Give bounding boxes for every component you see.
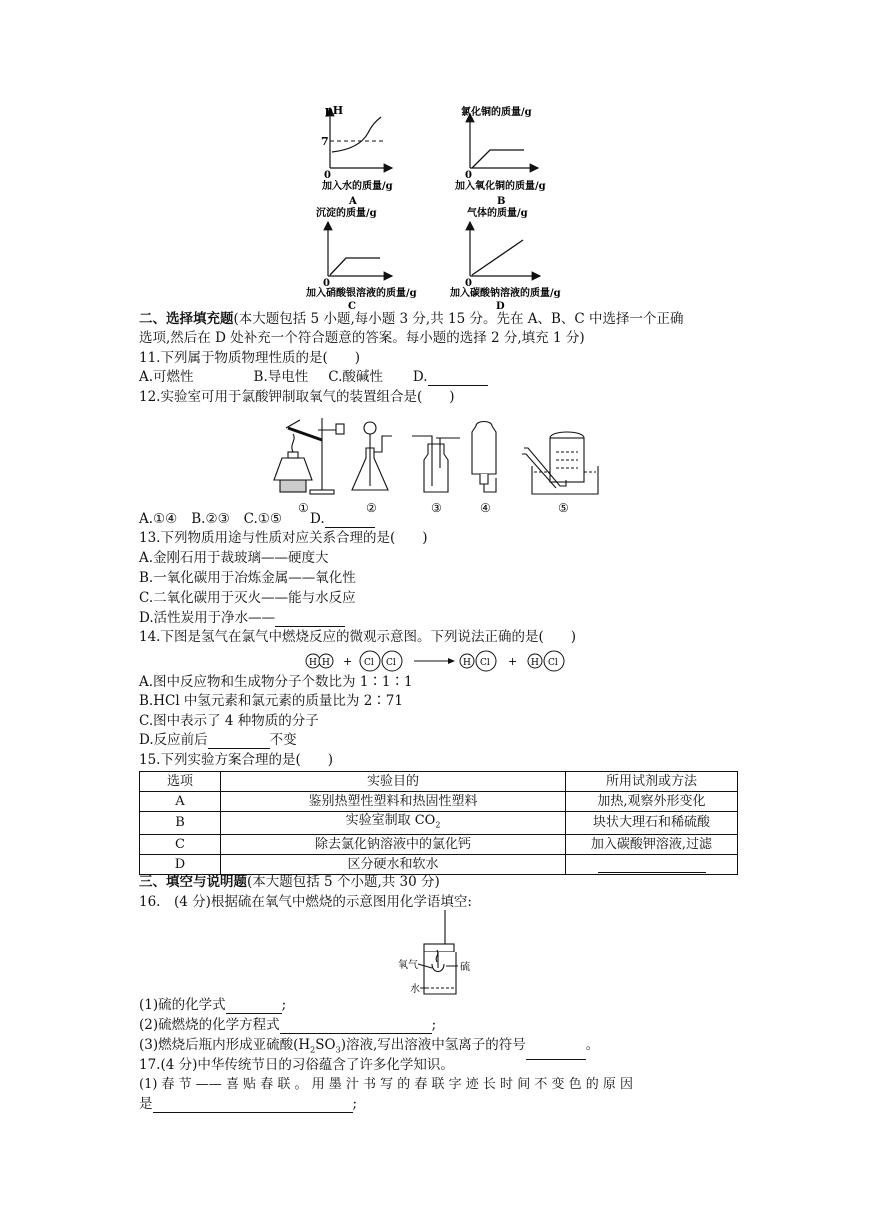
q11-option-b: B.导电性 <box>253 369 309 385</box>
graph-c-letter: C <box>348 301 356 310</box>
q14-option-d-row <box>139 731 297 749</box>
q11-answer-blank[interactable] <box>428 371 488 386</box>
graph-d-origin: 0 <box>465 278 472 289</box>
graph-a <box>321 104 393 207</box>
apparatus-label-5: ⑤ <box>558 501 569 515</box>
table-row <box>140 834 738 854</box>
q17-part1-end: ; <box>352 1096 358 1112</box>
q16-part3-end: 。 <box>585 1037 600 1053</box>
reaction-diagram <box>0 648 869 674</box>
apparatus-label-1: ① <box>298 501 309 515</box>
fig-sulfur-label: 硫 <box>460 962 470 973</box>
graph-c <box>305 206 417 310</box>
graph-d-ylabel: 气体的质量/g <box>467 208 528 219</box>
section2-intro2: 选项,然后在 D 处补充一个符合题意的答案。每小题的选择 2 分,填充 1 分) <box>139 330 585 346</box>
apparatus-figure <box>0 408 869 518</box>
q11-option-a: A.可燃性 <box>139 369 194 385</box>
q17-part1b <box>139 1095 357 1113</box>
apparatus-3-bottle <box>412 436 460 492</box>
table-row <box>140 812 738 835</box>
table-header-row <box>140 772 738 792</box>
q12-option-c: C.①⑤ <box>243 511 283 527</box>
q13-option-c: C.二氧化碳用于灭火——能与水反应 <box>139 590 356 606</box>
plus-2: + <box>508 655 518 668</box>
q14-option-d-post: 不变 <box>269 732 297 748</box>
apparatus-label-2: ② <box>366 501 377 515</box>
q12-options <box>139 510 375 528</box>
q14-option-a: A.图中反应物和生成物分子个数比为 1∶1∶1 <box>139 674 413 690</box>
apparatus-1-heating <box>274 418 344 494</box>
q12-stem: 12.实验室可用于氯酸钾制取氧气的装置组合是( ) <box>139 389 455 405</box>
q16-part2-blank[interactable] <box>280 1019 432 1034</box>
q16-part1-blank[interactable] <box>226 999 282 1014</box>
graph-d-letter: D <box>496 301 505 310</box>
q12-answer-blank[interactable] <box>325 513 375 528</box>
graph-c-ylabel: 沉淀的质量/g <box>316 208 377 219</box>
table-cell: 除去氯化钠溶液中的氯化钙 <box>221 834 566 854</box>
graph-b-xlabel: 加入氧化铜的质量/g <box>455 181 546 192</box>
q14-stem: 14.下图是氢气在氯气中燃烧反应的微观示意图。下列说法正确的是( ) <box>139 629 577 645</box>
section2-intro1: (本大题包括 5 小题,每小题 3 分,共 15 分。先在 A、B、C 中选择一个正确 <box>233 311 684 327</box>
table-cell: D <box>140 854 221 874</box>
h-atom-1: H <box>309 658 317 668</box>
q17-part1b-text: 是 <box>139 1096 153 1112</box>
section3-heading: 三、填空与说明题 <box>139 874 247 890</box>
q11-option-c: C.酸碱性 <box>328 369 383 385</box>
apparatus-label-3: ③ <box>431 501 442 515</box>
h-atom-4: H <box>531 658 539 668</box>
graph-b-origin: 0 <box>465 170 472 181</box>
q15-answer-blank[interactable] <box>598 858 706 873</box>
q16-stem: 16. (4 分)根据硫在氧气中燃烧的示意图用化学语填空: <box>139 894 472 910</box>
graph-d <box>449 206 561 310</box>
q16-o3-subscript: 3 <box>335 1045 341 1055</box>
apparatus-label-4: ④ <box>480 501 491 515</box>
graph-c-xlabel: 加入硝酸银溶液的质量/g <box>306 288 417 299</box>
q12-option-b: B.②③ <box>191 511 230 527</box>
q13-stem: 13.下列物质用途与性质对应关系合理的是( ) <box>139 530 428 546</box>
q16-part3-text: (3)燃烧后瓶内形成亚硫酸(H <box>139 1037 311 1053</box>
q13-option-a: A.金刚石用于裁玻璃——硬度大 <box>139 550 329 566</box>
apparatus-2-flask <box>352 422 392 490</box>
table-cell: 加入碳酸钾溶液,过滤 <box>566 834 738 854</box>
co2-text: 实验室制取 CO <box>345 813 436 828</box>
q16-part2-end: ; <box>431 1017 437 1033</box>
graph-a-xlabel: 加入水的质量/g <box>322 181 393 192</box>
table-cell: 加热,观察外形变化 <box>566 792 738 812</box>
graph-d-xlabel: 加入碳酸钠溶液的质量/g <box>450 288 561 299</box>
graph-b <box>454 105 546 207</box>
q11-stem: 11.下列属于物质物理性质的是( ) <box>139 350 361 366</box>
fig-water-label: 水 <box>410 984 420 995</box>
q15-table <box>139 771 738 875</box>
h-atom-3: H <box>463 658 471 668</box>
section3-intro: (本大题包括 5 个小题,共 30 分) <box>247 874 440 890</box>
q16-part1 <box>139 996 286 1014</box>
graph-a-tick: 7 <box>321 135 329 148</box>
table-cell: C <box>140 834 221 854</box>
cl-atom-3: Cl <box>480 658 490 668</box>
q13-option-d: D.活性炭用于净水—— <box>139 610 276 626</box>
h-atom-2: H <box>322 658 330 668</box>
q16-h2-subscript: 2 <box>310 1045 316 1055</box>
table-row <box>140 854 738 874</box>
sulfur-combustion-figure <box>0 908 869 1000</box>
q17-part1-blank[interactable] <box>153 1098 353 1113</box>
co2-subscript: 2 <box>435 820 441 830</box>
q14-option-b: B.HCl 中氢元素和氯元素的质量比为 2∶71 <box>139 693 403 709</box>
table-row <box>140 792 738 812</box>
q12-option-a: A.①④ <box>139 511 178 527</box>
q16-part1-text: (1)硫的化学式 <box>139 997 226 1013</box>
q17-part1: (1) 春 节 —— 喜 贴 春 联 。 用 墨 汁 书 写 的 春 联 字 迹 长 时 间 不 变 色 的 原 因 <box>139 1077 633 1092</box>
section3-intro-line <box>139 873 440 891</box>
graphs-figure <box>0 0 869 310</box>
q13-option-d-row <box>139 609 345 627</box>
q11-option-d: D. <box>412 369 428 385</box>
table-cell <box>566 854 738 874</box>
table-cell <box>221 812 566 835</box>
q14-option-c: C.图中表示了 4 种物质的分子 <box>139 713 319 729</box>
table-header: 所用试剂或方法 <box>566 772 738 792</box>
q16-so-text: SO <box>315 1037 336 1053</box>
q11-options <box>139 368 488 386</box>
apparatus-4-inverted <box>472 422 496 493</box>
q16-part2-text: (2)硫燃烧的化学方程式 <box>139 1017 280 1033</box>
table-cell: 块状大理石和稀硫酸 <box>566 812 738 835</box>
graph-a-ylabel: pH <box>325 104 344 117</box>
table-header: 选项 <box>140 772 221 792</box>
q16-part3-rest: )溶液,写出溶液中氢离子的符号 <box>340 1037 526 1053</box>
apparatus-5-trough <box>522 432 598 494</box>
graph-b-letter: B <box>497 196 506 207</box>
q13-option-b: B.一氧化碳用于冶炼金属——氧化性 <box>139 570 356 586</box>
graph-c-origin: 0 <box>323 278 330 289</box>
q16-part3-blank[interactable] <box>526 1045 586 1060</box>
section2-intro-line1 <box>139 310 684 328</box>
q16-part2 <box>139 1016 436 1034</box>
graph-b-ylabel: 氯化铜的质量/g <box>461 107 532 118</box>
q14-answer-blank[interactable] <box>208 734 270 749</box>
graph-a-letter: A <box>349 196 357 207</box>
q14-option-d-pre: D.反应前后 <box>139 732 208 748</box>
plus-1: + <box>343 655 353 668</box>
q12-option-d: D. <box>310 511 325 527</box>
table-cell: A <box>140 792 221 812</box>
fig-oxygen-label: 氧气 <box>398 960 418 971</box>
q13-answer-blank[interactable] <box>275 612 345 627</box>
table-cell: B <box>140 812 221 835</box>
section2-heading: 二、选择填充题 <box>139 311 234 327</box>
cl-atom-1: Cl <box>364 658 374 668</box>
graph-a-origin: 0 <box>324 170 331 181</box>
table-cell: 鉴别热塑性塑料和热固性塑料 <box>221 792 566 812</box>
cl-atom-4: Cl <box>548 658 558 668</box>
q15-stem: 15.下列实验方案合理的是( ) <box>139 752 334 768</box>
q17-stem: 17.(4 分)中华传统节日的习俗蕴含了许多化学知识。 <box>139 1057 454 1073</box>
cl-atom-2: Cl <box>386 658 396 668</box>
q16-part1-end: ; <box>281 997 287 1013</box>
table-cell: 区分硬水和软水 <box>221 854 566 874</box>
table-header: 实验目的 <box>221 772 566 792</box>
